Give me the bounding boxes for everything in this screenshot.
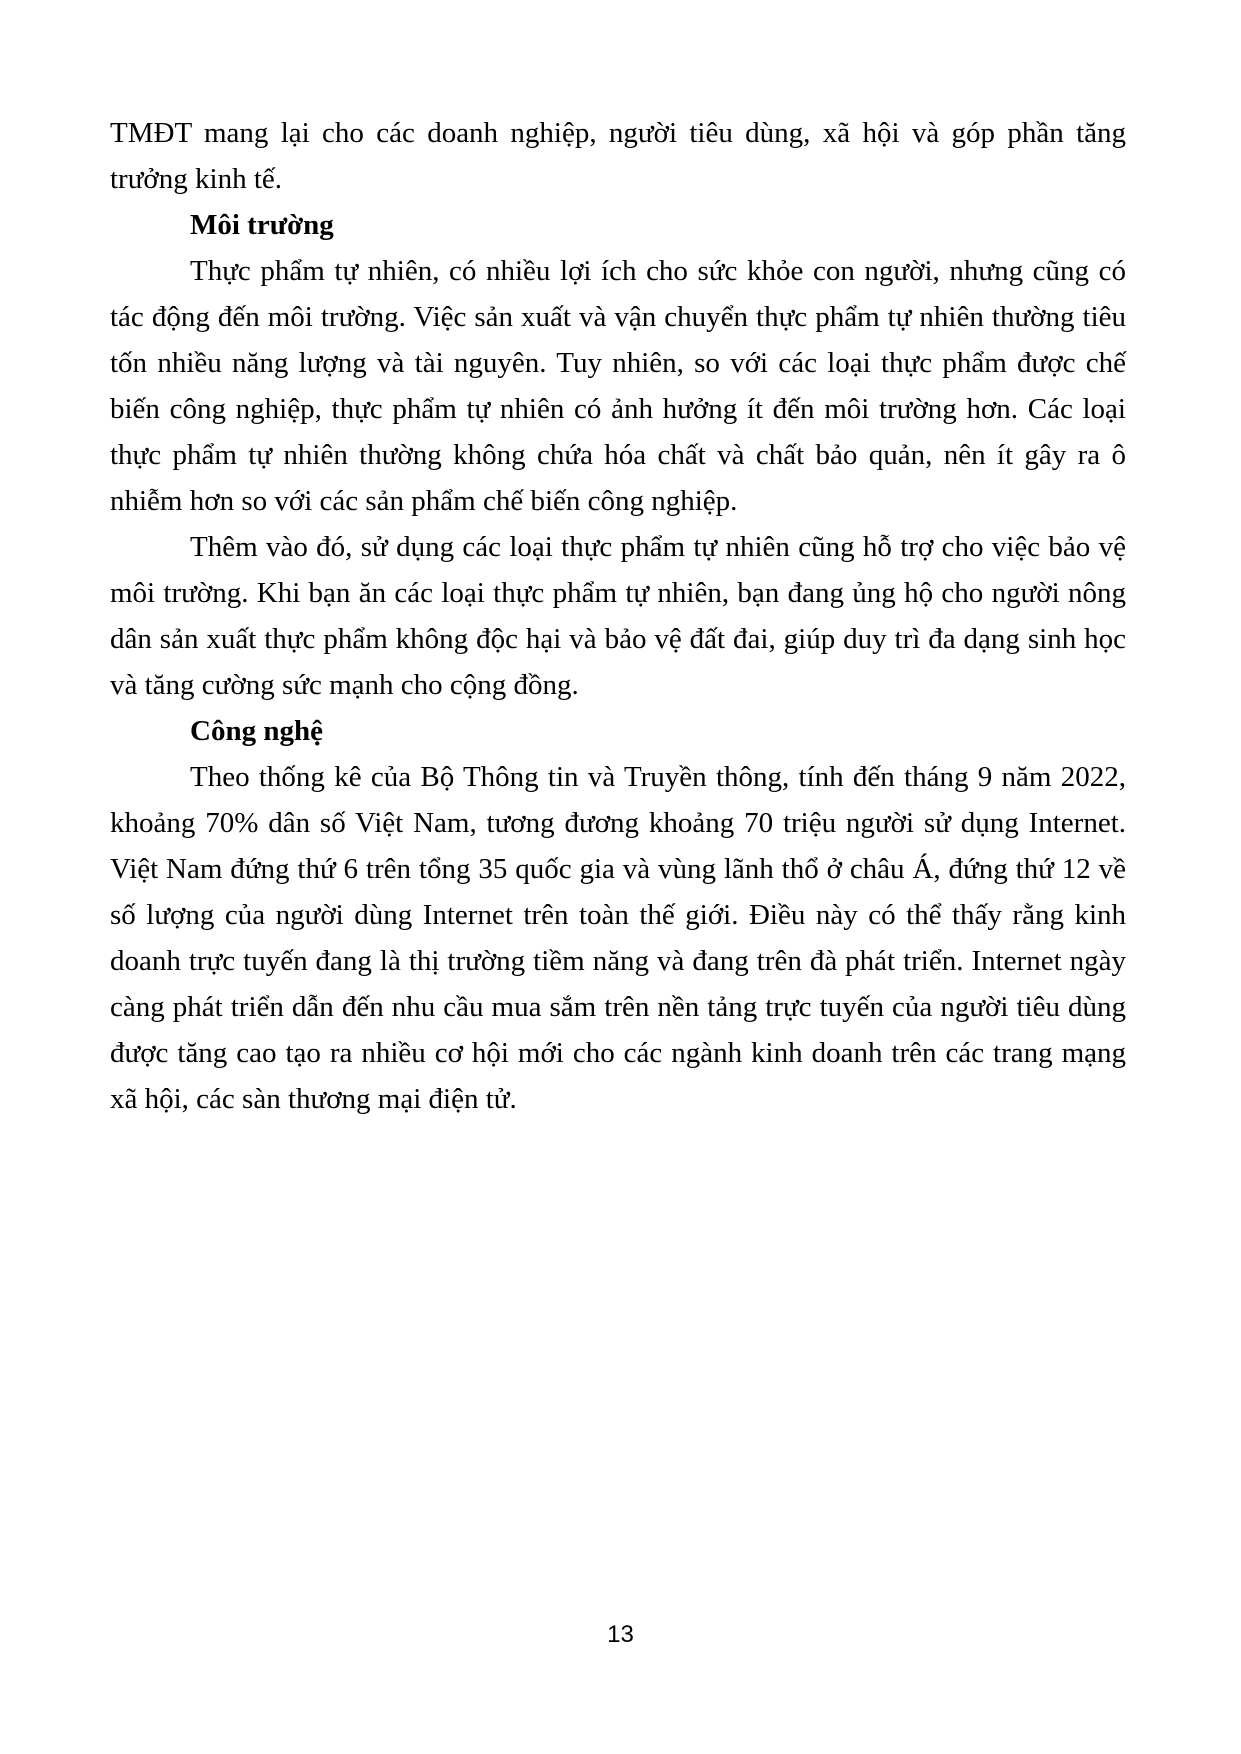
- page-number: 13: [607, 1621, 634, 1648]
- paragraph-moi-truong-1: Thực phẩm tự nhiên, có nhiều lợi ích cho sức khỏe con người, nhưng cũng có tác động đến môi trường. Việc sản xuất và vận chuyển thực phẩm tự nhiên thường tiêu tốn nhiều năng lượng và tài nguyên. Tuy nhiên, so với các loại thực phẩm được chế biến công nghiệp, thực phẩm tự nhiên có ảnh hưởng ít đến môi trường hơn. Các loại thực phẩm tự nhiên thường không chứa hóa chất và chất bảo quản, nên ít gây ra ô nhiễm hơn so với các sản phẩm chế biến công nghiệp.: [110, 255, 1126, 517]
- paragraph-tmdt-continuation: TMĐT mang lại cho các doanh nghiệp, người tiêu dùng, xã hội và góp phần tăng trưởng kinh tế.: [110, 117, 1126, 195]
- page-body-text: [110, 110, 1126, 1122]
- page-footer: [0, 1620, 1241, 1650]
- paragraph-cong-nghe-1: Theo thống kê của Bộ Thông tin và Truyền thông, tính đến tháng 9 năm 2022, khoảng 70% dân số Việt Nam, tương đương khoảng 70 triệu người sử dụng Internet. Việt Nam đứng thứ 6 trên tổng 35 quốc gia và vùng lãnh thổ ở châu Á, đứng thứ 12 về số lượng của người dùng Internet trên toàn thế giới. Điều này có thể thấy rằng kinh doanh trực tuyến đang là thị trường tiềm năng và đang trên đà phát triển. Internet ngày càng phát triển dẫn đến nhu cầu mua sắm trên nền tảng trực tuyến của người tiêu dùng được tăng cao tạo ra nhiều cơ hội mới cho các ngành kinh doanh trên các trang mạng xã hội, các sàn thương mại điện tử.: [110, 761, 1126, 1115]
- section-heading-cong-nghe: Công nghệ: [190, 715, 323, 747]
- section-heading-moi-truong: Môi trường: [190, 209, 334, 241]
- paragraph-moi-truong-2: Thêm vào đó, sử dụng các loại thực phẩm tự nhiên cũng hỗ trợ cho việc bảo vệ môi trường. Khi bạn ăn các loại thực phẩm tự nhiên, bạn đang ủng hộ cho người nông dân sản xuất thực phẩm không độc hại và bảo vệ đất đai, giúp duy trì đa dạng sinh học và tăng cường sức mạnh cho cộng đồng.: [110, 531, 1126, 701]
